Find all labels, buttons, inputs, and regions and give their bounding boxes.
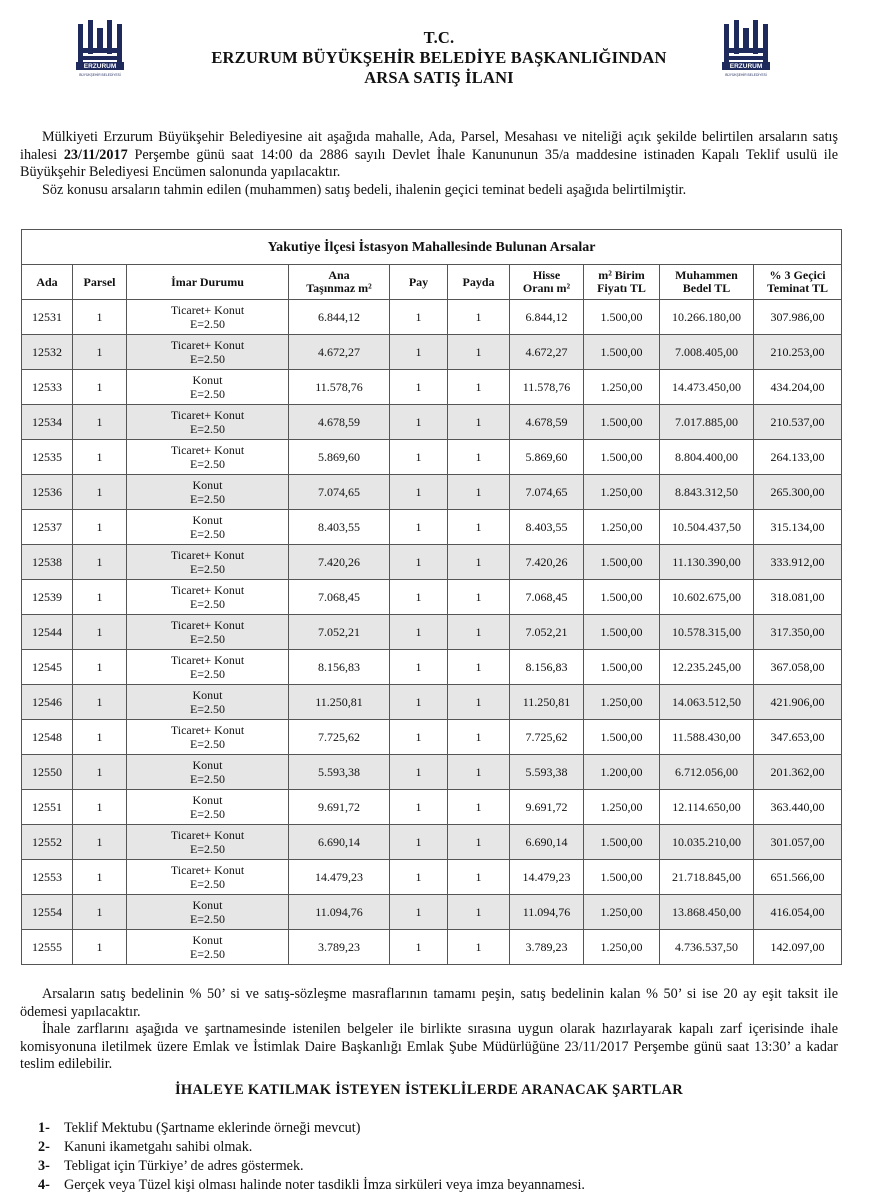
cell-hisse: 5.869,60 bbox=[510, 440, 584, 475]
table-header-row bbox=[22, 265, 842, 300]
cell-hisse: 3.789,23 bbox=[510, 930, 584, 965]
cell-birim: 1.500,00 bbox=[584, 825, 660, 860]
cell-muhammen: 8.843.312,50 bbox=[660, 475, 754, 510]
cell-parsel: 1 bbox=[73, 405, 127, 440]
cell-ada: 12554 bbox=[22, 895, 73, 930]
cell-teminat: 434.204,00 bbox=[754, 370, 842, 405]
cell-ana: 14.479,23 bbox=[289, 860, 390, 895]
cell-muhammen: 6.712.056,00 bbox=[660, 755, 754, 790]
erzurum-logo-left bbox=[72, 18, 128, 86]
table-row bbox=[22, 510, 842, 545]
condition-item bbox=[38, 1138, 858, 1157]
cell-payda: 1 bbox=[448, 545, 510, 580]
cell-ana: 11.094,76 bbox=[289, 895, 390, 930]
cell-imar: Konut E=2.50 bbox=[127, 930, 289, 965]
cell-parsel: 1 bbox=[73, 790, 127, 825]
cell-hisse: 4.678,59 bbox=[510, 405, 584, 440]
cell-pay: 1 bbox=[390, 930, 448, 965]
table-row bbox=[22, 440, 842, 475]
cell-hisse: 14.479,23 bbox=[510, 860, 584, 895]
cell-ana: 11.250,81 bbox=[289, 685, 390, 720]
col-ada: Ada bbox=[22, 265, 73, 300]
cell-teminat: 307.986,00 bbox=[754, 300, 842, 335]
intro-paragraph-1 bbox=[20, 129, 838, 182]
cell-hisse: 7.420,26 bbox=[510, 545, 584, 580]
cell-parsel: 1 bbox=[73, 475, 127, 510]
cell-payda: 1 bbox=[448, 615, 510, 650]
cell-birim: 1.250,00 bbox=[584, 930, 660, 965]
cell-payda: 1 bbox=[448, 580, 510, 615]
cell-teminat: 265.300,00 bbox=[754, 475, 842, 510]
table-row bbox=[22, 685, 842, 720]
cell-birim: 1.500,00 bbox=[584, 545, 660, 580]
cell-payda: 1 bbox=[448, 825, 510, 860]
intro-p1-post: Perşembe günü saat 14:00 da 2886 sayılı Devlet İhale Kanununun 35/a maddesine istinaden Kapalı Teklif usulü ile Büyükşehir Belediyesi Encümen salonunda yapılacaktır. bbox=[20, 146, 838, 181]
cell-birim: 1.500,00 bbox=[584, 580, 660, 615]
table-row bbox=[22, 825, 842, 860]
cell-imar: Konut E=2.50 bbox=[127, 895, 289, 930]
cell-pay: 1 bbox=[390, 755, 448, 790]
cell-parsel: 1 bbox=[73, 510, 127, 545]
cell-teminat: 201.362,00 bbox=[754, 755, 842, 790]
condition-text: Teklif Mektubu (Şartname eklerinde örneği mevcut) bbox=[64, 1120, 361, 1136]
cell-teminat: 651.566,00 bbox=[754, 860, 842, 895]
cell-pay: 1 bbox=[390, 440, 448, 475]
condition-text: Tebligat için Türkiye’ de adres göstermek. bbox=[64, 1158, 304, 1174]
submission-paragraph: İhale zarflarını aşağıda ve şartnamesinde istenilen belgeler ile birlikte sırasına uygun olarak hazırlayarak kapalı zarf içerisinde ihale komisyonuna iletilmek üzere Emlak ve İstimlak Daire Başkanlığı Emlak Şube Müdürlüğüne 23/11/2017 Perşembe günü saat 13:30’ a kadar teslim edilebilir. bbox=[20, 1021, 838, 1073]
cell-ana: 7.725,62 bbox=[289, 720, 390, 755]
cell-ada: 12535 bbox=[22, 440, 73, 475]
cell-parsel: 1 bbox=[73, 720, 127, 755]
cell-ana: 5.869,60 bbox=[289, 440, 390, 475]
cell-imar: Ticaret+ Konut E=2.50 bbox=[127, 650, 289, 685]
cell-pay: 1 bbox=[390, 720, 448, 755]
cell-muhammen: 12.114.650,00 bbox=[660, 790, 754, 825]
header-announcement-title: ARSA SATIŞ İLANI bbox=[364, 68, 514, 87]
cell-payda: 1 bbox=[448, 685, 510, 720]
cell-muhammen: 12.235.245,00 bbox=[660, 650, 754, 685]
cell-teminat: 318.081,00 bbox=[754, 580, 842, 615]
cell-muhammen: 7.017.885,00 bbox=[660, 405, 754, 440]
cell-ada: 12531 bbox=[22, 300, 73, 335]
cell-ana: 7.068,45 bbox=[289, 580, 390, 615]
cell-parsel: 1 bbox=[73, 895, 127, 930]
cell-teminat: 363.440,00 bbox=[754, 790, 842, 825]
cell-payda: 1 bbox=[448, 335, 510, 370]
cell-birim: 1.500,00 bbox=[584, 720, 660, 755]
cell-hisse: 8.403,55 bbox=[510, 510, 584, 545]
cell-pay: 1 bbox=[390, 650, 448, 685]
cell-ana: 6.844,12 bbox=[289, 300, 390, 335]
cell-ada: 12536 bbox=[22, 475, 73, 510]
cell-pay: 1 bbox=[390, 615, 448, 650]
cell-hisse: 7.725,62 bbox=[510, 720, 584, 755]
cell-parsel: 1 bbox=[73, 685, 127, 720]
cell-ada: 12539 bbox=[22, 580, 73, 615]
cell-muhammen: 10.602.675,00 bbox=[660, 580, 754, 615]
cell-imar: Ticaret+ Konut E=2.50 bbox=[127, 860, 289, 895]
cell-hisse: 4.672,27 bbox=[510, 335, 584, 370]
cell-muhammen: 10.578.315,00 bbox=[660, 615, 754, 650]
table-row bbox=[22, 650, 842, 685]
cell-pay: 1 bbox=[390, 510, 448, 545]
cell-ana: 6.690,14 bbox=[289, 825, 390, 860]
condition-item bbox=[38, 1157, 858, 1176]
cell-birim: 1.250,00 bbox=[584, 475, 660, 510]
cell-muhammen: 10.266.180,00 bbox=[660, 300, 754, 335]
cell-ana: 8.156,83 bbox=[289, 650, 390, 685]
cell-pay: 1 bbox=[390, 335, 448, 370]
cell-parsel: 1 bbox=[73, 580, 127, 615]
cell-payda: 1 bbox=[448, 930, 510, 965]
cell-muhammen: 4.736.537,50 bbox=[660, 930, 754, 965]
cell-teminat: 333.912,00 bbox=[754, 545, 842, 580]
cell-imar: Ticaret+ Konut E=2.50 bbox=[127, 720, 289, 755]
cell-pay: 1 bbox=[390, 825, 448, 860]
cell-payda: 1 bbox=[448, 860, 510, 895]
table-row bbox=[22, 755, 842, 790]
cell-muhammen: 14.473.450,00 bbox=[660, 370, 754, 405]
cell-ada: 12533 bbox=[22, 370, 73, 405]
col-birim: m² Birim Fiyatı TL bbox=[584, 265, 660, 300]
table-row bbox=[22, 860, 842, 895]
cell-payda: 1 bbox=[448, 790, 510, 825]
cell-parsel: 1 bbox=[73, 440, 127, 475]
cell-imar: Konut E=2.50 bbox=[127, 790, 289, 825]
cell-imar: Ticaret+ Konut E=2.50 bbox=[127, 300, 289, 335]
conditions-list bbox=[38, 1119, 858, 1195]
table-body bbox=[22, 300, 842, 965]
auction-date: 23/11/2017 bbox=[63, 146, 128, 163]
cell-ada: 12538 bbox=[22, 545, 73, 580]
cell-ana: 11.578,76 bbox=[289, 370, 390, 405]
cell-hisse: 7.074,65 bbox=[510, 475, 584, 510]
cell-parsel: 1 bbox=[73, 615, 127, 650]
condition-item bbox=[38, 1176, 858, 1195]
col-payda: Payda bbox=[448, 265, 510, 300]
cell-teminat: 347.653,00 bbox=[754, 720, 842, 755]
cell-birim: 1.500,00 bbox=[584, 405, 660, 440]
document-header bbox=[150, 28, 728, 88]
col-parsel: Parsel bbox=[73, 265, 127, 300]
cell-payda: 1 bbox=[448, 720, 510, 755]
cell-parsel: 1 bbox=[73, 370, 127, 405]
cell-ada: 12544 bbox=[22, 615, 73, 650]
cell-ana: 7.420,26 bbox=[289, 545, 390, 580]
cell-ada: 12550 bbox=[22, 755, 73, 790]
col-imar: İmar Durumu bbox=[127, 265, 289, 300]
cell-imar: Konut E=2.50 bbox=[127, 685, 289, 720]
payment-terms bbox=[20, 986, 838, 1074]
cell-imar: Konut E=2.50 bbox=[127, 475, 289, 510]
cell-imar: Ticaret+ Konut E=2.50 bbox=[127, 440, 289, 475]
cell-muhammen: 21.718.845,00 bbox=[660, 860, 754, 895]
table-row bbox=[22, 405, 842, 440]
cell-parsel: 1 bbox=[73, 545, 127, 580]
header-tc: T.C. bbox=[423, 28, 455, 47]
cell-payda: 1 bbox=[448, 405, 510, 440]
cell-payda: 1 bbox=[448, 300, 510, 335]
cell-ada: 12532 bbox=[22, 335, 73, 370]
cell-imar: Konut E=2.50 bbox=[127, 755, 289, 790]
cell-hisse: 6.690,14 bbox=[510, 825, 584, 860]
cell-pay: 1 bbox=[390, 405, 448, 440]
cell-imar: Ticaret+ Konut E=2.50 bbox=[127, 580, 289, 615]
table-row bbox=[22, 300, 842, 335]
cell-parsel: 1 bbox=[73, 755, 127, 790]
cell-ana: 8.403,55 bbox=[289, 510, 390, 545]
cell-ana: 7.074,65 bbox=[289, 475, 390, 510]
cell-imar: Ticaret+ Konut E=2.50 bbox=[127, 545, 289, 580]
cell-teminat: 315.134,00 bbox=[754, 510, 842, 545]
cell-muhammen: 10.035.210,00 bbox=[660, 825, 754, 860]
cell-ada: 12534 bbox=[22, 405, 73, 440]
cell-birim: 1.500,00 bbox=[584, 650, 660, 685]
cell-ana: 4.672,27 bbox=[289, 335, 390, 370]
cell-hisse: 11.578,76 bbox=[510, 370, 584, 405]
table-row bbox=[22, 545, 842, 580]
cell-teminat: 210.537,00 bbox=[754, 405, 842, 440]
cell-imar: Ticaret+ Konut E=2.50 bbox=[127, 335, 289, 370]
cell-ada: 12551 bbox=[22, 790, 73, 825]
condition-number: 2- bbox=[38, 1139, 50, 1155]
cell-imar: Konut E=2.50 bbox=[127, 510, 289, 545]
cell-ana: 9.691,72 bbox=[289, 790, 390, 825]
cell-muhammen: 14.063.512,50 bbox=[660, 685, 754, 720]
condition-text: Kanuni ikametgahı sahibi olmak. bbox=[64, 1139, 253, 1155]
cell-hisse: 11.094,76 bbox=[510, 895, 584, 930]
cell-payda: 1 bbox=[448, 475, 510, 510]
cell-pay: 1 bbox=[390, 370, 448, 405]
cell-hisse: 7.052,21 bbox=[510, 615, 584, 650]
cell-ada: 12537 bbox=[22, 510, 73, 545]
cell-ada: 12555 bbox=[22, 930, 73, 965]
cell-imar: Ticaret+ Konut E=2.50 bbox=[127, 405, 289, 440]
cell-payda: 1 bbox=[448, 650, 510, 685]
logo-subtext: BÜYÜKŞEHİR BELEDİYESİ bbox=[79, 73, 121, 77]
cell-pay: 1 bbox=[390, 580, 448, 615]
cell-hisse: 6.844,12 bbox=[510, 300, 584, 335]
cell-hisse: 5.593,38 bbox=[510, 755, 584, 790]
cell-birim: 1.250,00 bbox=[584, 370, 660, 405]
cell-hisse: 7.068,45 bbox=[510, 580, 584, 615]
cell-birim: 1.500,00 bbox=[584, 300, 660, 335]
cell-ana: 5.593,38 bbox=[289, 755, 390, 790]
cell-parsel: 1 bbox=[73, 825, 127, 860]
table-row bbox=[22, 720, 842, 755]
cell-birim: 1.250,00 bbox=[584, 790, 660, 825]
cell-ada: 12552 bbox=[22, 825, 73, 860]
condition-text: Gerçek veya Tüzel kişi olması halinde noter tasdikli İmza sirküleri veya imza beyannamesi. bbox=[64, 1177, 585, 1193]
cell-pay: 1 bbox=[390, 895, 448, 930]
land-table bbox=[21, 229, 842, 965]
cell-ada: 12548 bbox=[22, 720, 73, 755]
cell-birim: 1.500,00 bbox=[584, 440, 660, 475]
col-hisse: Hisse Oranı m² bbox=[510, 265, 584, 300]
table-row bbox=[22, 930, 842, 965]
intro-paragraph-2: Söz konusu arsaların tahmin edilen (muhammen) satış bedeli, ihalenin geçici teminat bedeli aşağıda belirtilmiştir. bbox=[42, 181, 687, 198]
cell-pay: 1 bbox=[390, 545, 448, 580]
cell-muhammen: 11.130.390,00 bbox=[660, 545, 754, 580]
cell-ada: 12545 bbox=[22, 650, 73, 685]
cell-parsel: 1 bbox=[73, 335, 127, 370]
intro-p1-pre: Mülkiyeti Erzurum Büyükşehir Belediyesine ait aşağıda mahalle, Ada, Parsel, Mesahası ve niteliği açık şekilde belirtilen arsaların satış ihalesi bbox=[20, 129, 838, 163]
cell-birim: 1.500,00 bbox=[584, 615, 660, 650]
cell-birim: 1.250,00 bbox=[584, 895, 660, 930]
cell-hisse: 8.156,83 bbox=[510, 650, 584, 685]
table-row bbox=[22, 335, 842, 370]
condition-number: 4- bbox=[38, 1177, 50, 1193]
cell-payda: 1 bbox=[448, 510, 510, 545]
payment-paragraph: Arsaların satış bedelinin % 50’ si ve satış-sözleşme masraflarının tamamı peşin, satış bedelinin kalan % 50’ si ise 20 ay eşit taksit ile ödemesi yapılacaktır. bbox=[20, 986, 838, 1020]
table-row bbox=[22, 580, 842, 615]
cell-teminat: 416.054,00 bbox=[754, 895, 842, 930]
col-pay: Pay bbox=[390, 265, 448, 300]
cell-payda: 1 bbox=[448, 755, 510, 790]
cell-muhammen: 13.868.450,00 bbox=[660, 895, 754, 930]
cell-payda: 1 bbox=[448, 895, 510, 930]
cell-teminat: 142.097,00 bbox=[754, 930, 842, 965]
table-row bbox=[22, 790, 842, 825]
cell-teminat: 301.057,00 bbox=[754, 825, 842, 860]
cell-pay: 1 bbox=[390, 685, 448, 720]
cell-ada: 12546 bbox=[22, 685, 73, 720]
cell-muhammen: 7.008.405,00 bbox=[660, 335, 754, 370]
logo-text: ERZURUM bbox=[729, 63, 763, 70]
cell-muhammen: 11.588.430,00 bbox=[660, 720, 754, 755]
condition-number: 1- bbox=[38, 1120, 50, 1136]
logo-text: ERZURUM bbox=[83, 63, 117, 70]
cell-imar: Konut E=2.50 bbox=[127, 370, 289, 405]
header-institution: ERZURUM BÜYÜKŞEHİR BELEDİYE BAŞKANLIĞINDAN bbox=[211, 48, 667, 67]
cell-imar: Ticaret+ Konut E=2.50 bbox=[127, 615, 289, 650]
cell-teminat: 421.906,00 bbox=[754, 685, 842, 720]
condition-item bbox=[38, 1119, 858, 1138]
cell-pay: 1 bbox=[390, 790, 448, 825]
cell-pay: 1 bbox=[390, 475, 448, 510]
cell-birim: 1.250,00 bbox=[584, 685, 660, 720]
cell-birim: 1.200,00 bbox=[584, 755, 660, 790]
condition-number: 3- bbox=[38, 1158, 50, 1174]
table-row bbox=[22, 370, 842, 405]
cell-teminat: 264.133,00 bbox=[754, 440, 842, 475]
cell-ana: 3.789,23 bbox=[289, 930, 390, 965]
intro-text bbox=[20, 129, 838, 199]
cell-payda: 1 bbox=[448, 440, 510, 475]
cell-hisse: 11.250,81 bbox=[510, 685, 584, 720]
table-row bbox=[22, 895, 842, 930]
col-ana: Ana Taşınmaz m² bbox=[289, 265, 390, 300]
cell-ana: 7.052,21 bbox=[289, 615, 390, 650]
col-teminat: % 3 Geçici Teminat TL bbox=[754, 265, 842, 300]
col-muhammen: Muhammen Bedel TL bbox=[660, 265, 754, 300]
cell-pay: 1 bbox=[390, 860, 448, 895]
cell-pay: 1 bbox=[390, 300, 448, 335]
cell-birim: 1.500,00 bbox=[584, 335, 660, 370]
cell-birim: 1.500,00 bbox=[584, 860, 660, 895]
cell-parsel: 1 bbox=[73, 300, 127, 335]
cell-parsel: 1 bbox=[73, 860, 127, 895]
cell-ada: 12553 bbox=[22, 860, 73, 895]
cell-muhammen: 8.804.400,00 bbox=[660, 440, 754, 475]
cell-imar: Ticaret+ Konut E=2.50 bbox=[127, 825, 289, 860]
cell-muhammen: 10.504.437,50 bbox=[660, 510, 754, 545]
table-row bbox=[22, 615, 842, 650]
conditions-title: İHALEYE KATILMAK İSTEYEN İSTEKLİLERDE ARANACAK ŞARTLAR bbox=[174, 1082, 684, 1098]
logo-subtext: BÜYÜKŞEHİR BELEDİYESİ bbox=[725, 73, 767, 77]
cell-parsel: 1 bbox=[73, 650, 127, 685]
cell-parsel: 1 bbox=[73, 930, 127, 965]
cell-teminat: 210.253,00 bbox=[754, 335, 842, 370]
cell-birim: 1.250,00 bbox=[584, 510, 660, 545]
cell-teminat: 317.350,00 bbox=[754, 615, 842, 650]
cell-payda: 1 bbox=[448, 370, 510, 405]
cell-hisse: 9.691,72 bbox=[510, 790, 584, 825]
municipality-emblem-icon bbox=[72, 18, 128, 86]
table-row bbox=[22, 475, 842, 510]
cell-teminat: 367.058,00 bbox=[754, 650, 842, 685]
cell-ana: 4.678,59 bbox=[289, 405, 390, 440]
table-title: Yakutiye İlçesi İstasyon Mahallesinde Bulunan Arsalar bbox=[22, 230, 842, 265]
